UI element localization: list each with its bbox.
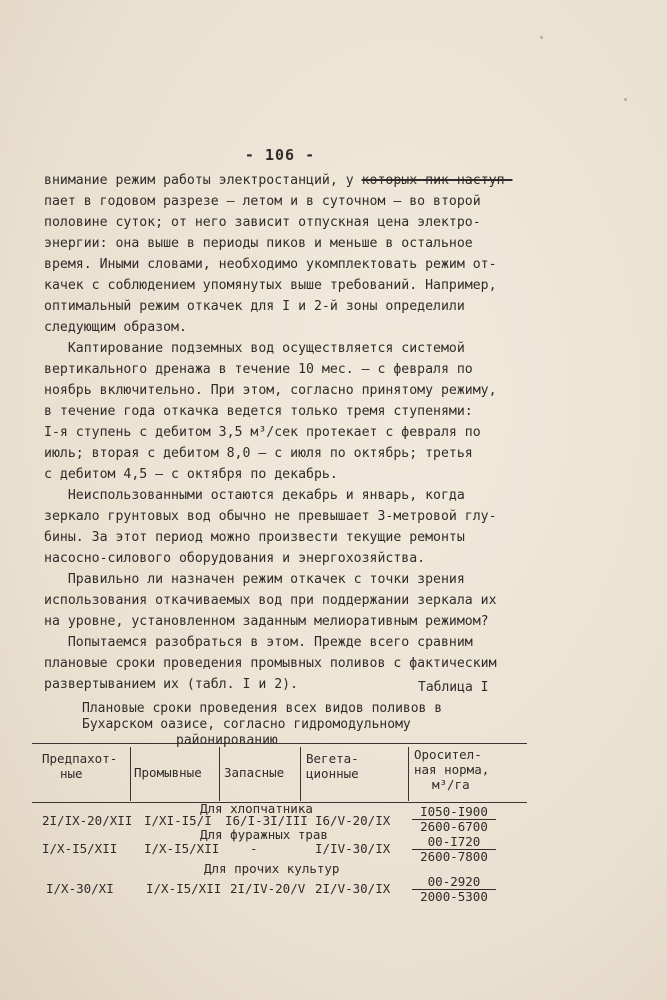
body-text [44, 170, 624, 695]
norm-top: 00-2920 [412, 875, 496, 890]
norm-top: I050-I900 [412, 805, 496, 820]
paper-speck [540, 36, 543, 39]
text-line: июль; вторая с дебитом 8,0 – с июля по октябрь; третья [44, 446, 473, 461]
page-number: - 106 - [244, 146, 316, 164]
text-line: Правильно ли назначен режим откачек с точки зрения [44, 572, 465, 587]
irrigation-norm-fraction [412, 805, 496, 834]
irrigation-norm-fraction [412, 835, 496, 864]
table-top-rule [32, 743, 527, 744]
header-line: Вегета- [306, 751, 359, 766]
norm-bottom: 2000-5300 [420, 889, 488, 904]
text-line: в течение года откачка ведется только тремя ступенями: [44, 404, 473, 419]
table-label: Таблица I [418, 680, 489, 695]
cell-vegetation: I/IV-30/IX [315, 841, 391, 856]
header-units: м³/га [432, 777, 470, 792]
text-line: насосно-силового оборудования и энергохозяйства. [44, 551, 426, 566]
text-line: бины. За этот период можно произвести текущие ремонты [44, 530, 465, 545]
text-line: I-я ступень с дебитом 3,5 м³/сек протекает с февраля по [44, 425, 481, 440]
group-title: Для прочих культур [204, 861, 340, 876]
cell-preplowing: I/X-30/XI [46, 881, 114, 896]
norm-bottom: 2600-7800 [420, 849, 488, 864]
cell-flushing: I/XI-I5/I [144, 813, 212, 828]
text-line: время. Иными словами, необходимо укомплектовать режим от- [44, 257, 497, 272]
cell-flushing: I/X-I5/XII [144, 841, 220, 856]
column-divider [130, 747, 131, 801]
cell-reserve: I6/I-3I/III [225, 813, 308, 828]
column-divider [219, 747, 220, 801]
text-line: энергии: она выше в периоды пиков и меньше в остальное [44, 236, 473, 251]
text-line: развертыванием их (табл. I и 2). [44, 677, 299, 692]
text-line-part: внимание режим работы электростанций, у [44, 173, 354, 188]
group-title: Для хлопчатника [200, 801, 313, 816]
text-line: вертикального дренажа в течение 10 мес. – с февраля по [44, 362, 473, 377]
header-line: ционные [306, 766, 359, 781]
header-line: ная норма, [414, 762, 490, 777]
cell-vegetation: 2I/V-30/IX [315, 881, 391, 896]
header-line: Предпахот- [42, 751, 118, 766]
text-line: оптимальный режим откачек для I и 2-й зоны определили [44, 299, 465, 314]
norm-bottom: 2600-6700 [420, 819, 488, 834]
text-line: зеркало грунтовых вод обычно не превышает 3-метровой глу- [44, 509, 497, 524]
norm-top: 00-I720 [412, 835, 496, 850]
text-line: следующим образом. [44, 320, 187, 335]
caption-line: Бухарском оазисе, согласно гидромодульному [82, 717, 411, 732]
header-line: ные [60, 766, 83, 781]
irrigation-schedule-table [32, 743, 532, 913]
header-vegetation [306, 751, 359, 781]
cell-flushing: I/X-I5/XII [146, 881, 222, 896]
text-line: Попытаемся разобраться в этом. Прежде всего сравним [44, 635, 473, 650]
cell-reserve: 2I/IV-20/V [230, 881, 306, 896]
cell-vegetation: I6/V-20/IX [315, 813, 391, 828]
cell-reserve: - [250, 841, 258, 856]
table-caption [82, 701, 502, 749]
text-line: использования откачиваемых вод при поддержании зеркала их [44, 593, 497, 608]
struck-text: которых пик наступ- [361, 173, 513, 188]
text-line: ноябрь включительно. При этом, согласно принятому режиму, [44, 383, 497, 398]
header-line: Оросител- [414, 747, 482, 762]
text-line: с дебитом 4,5 – с октября по декабрь. [44, 467, 338, 482]
irrigation-norm-fraction [412, 875, 496, 904]
column-divider [408, 747, 409, 801]
header-preplowing [42, 751, 117, 781]
text-line: плановые сроки проведения промывных поливов с фактическим [44, 656, 497, 671]
text-line: пает в годовом разрезе – летом и в суточном – во второй [44, 194, 481, 209]
cell-preplowing: I/X-I5/XII [42, 841, 118, 856]
header-flushing: Промывные [134, 765, 202, 780]
text-line: Неиспользованными остаются декабрь и январь, когда [44, 488, 465, 503]
text-line: на уровне, установленном заданным мелиоративным режимом? [44, 614, 489, 629]
caption-line: Плановые сроки проведения всех видов поливов в [82, 701, 443, 716]
text-line: половине суток; от него зависит отпускная цена электро- [44, 215, 481, 230]
header-reserve: Запасные [224, 765, 285, 780]
caption-line: районированию [176, 733, 278, 748]
text-line [44, 170, 624, 191]
text-line: качек с соблюдением упомянутых выше требований. Например, [44, 278, 497, 293]
cell-preplowing: 2I/IX-20/XII [42, 813, 133, 828]
header-irrigation-norm [414, 747, 489, 792]
column-divider [300, 747, 301, 801]
paper-speck [624, 98, 627, 101]
text-line: Каптирование подземных вод осуществляется системой [44, 341, 465, 356]
group-title: Для фуражных трав [200, 827, 328, 842]
